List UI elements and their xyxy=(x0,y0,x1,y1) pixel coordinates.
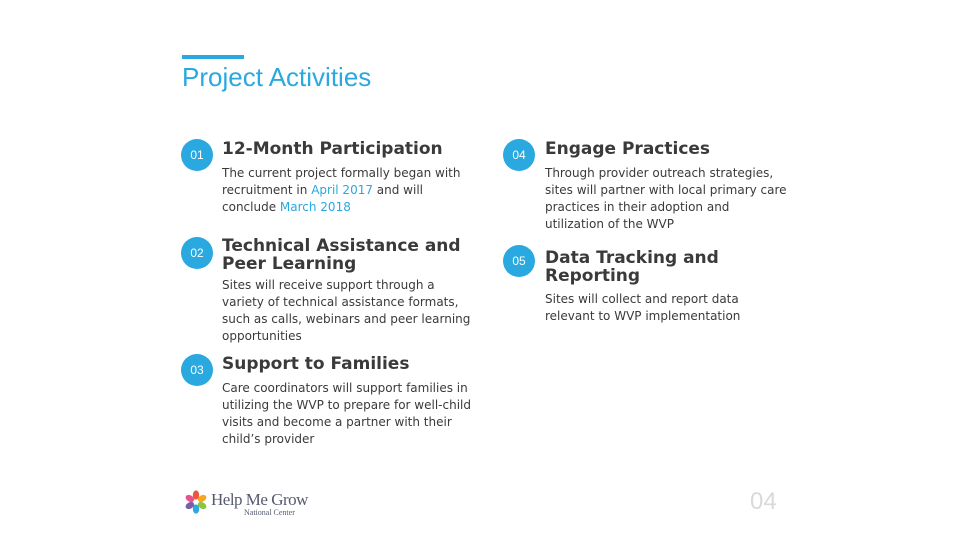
item-description: Sites will receive support through a variety of technical assistance formats, such as calls, webinars and peer learning opportunities xyxy=(222,278,471,343)
slide-title: Project Activities xyxy=(182,62,372,92)
item-description: Through provider outreach strategies, sites will partner with local primary care practices in their adoption and utilization of the WVP xyxy=(545,166,787,231)
highlight-end-date: March 2018 xyxy=(279,200,351,214)
highlight-start-date: April 2017 xyxy=(311,183,373,197)
item-description: The current project formally began with recruitment in April 2017 and will conclude March 2018 xyxy=(222,166,461,214)
item-heading: Support to Families xyxy=(222,354,410,374)
flower-logo-icon xyxy=(182,488,210,516)
logo-name: Help Me Grow xyxy=(211,490,308,509)
item-number-badge: 02 xyxy=(181,237,213,269)
page-number: 04 xyxy=(750,488,777,515)
item-heading: 12-Month Participation xyxy=(222,139,443,159)
item-description: Sites will collect and report data relevant to WVP implementation xyxy=(545,292,741,323)
item-number-badge: 01 xyxy=(181,139,213,171)
item-number-badge: 05 xyxy=(503,245,535,277)
logo-subtitle: National Center xyxy=(244,508,295,517)
item-description: Care coordinators will support families in utilizing the WVP to prepare for well-child visits and become a partner with their child’s provider xyxy=(222,381,471,446)
title-accent-bar xyxy=(182,55,244,59)
item-number-badge: 04 xyxy=(503,139,535,171)
item-heading: Engage Practices xyxy=(545,139,711,159)
help-me-grow-logo xyxy=(182,488,322,520)
item-heading: Technical Assistance and Peer Learning xyxy=(222,236,461,274)
item-heading: Data Tracking and Reporting xyxy=(545,248,719,286)
item-number-badge: 03 xyxy=(181,354,213,386)
